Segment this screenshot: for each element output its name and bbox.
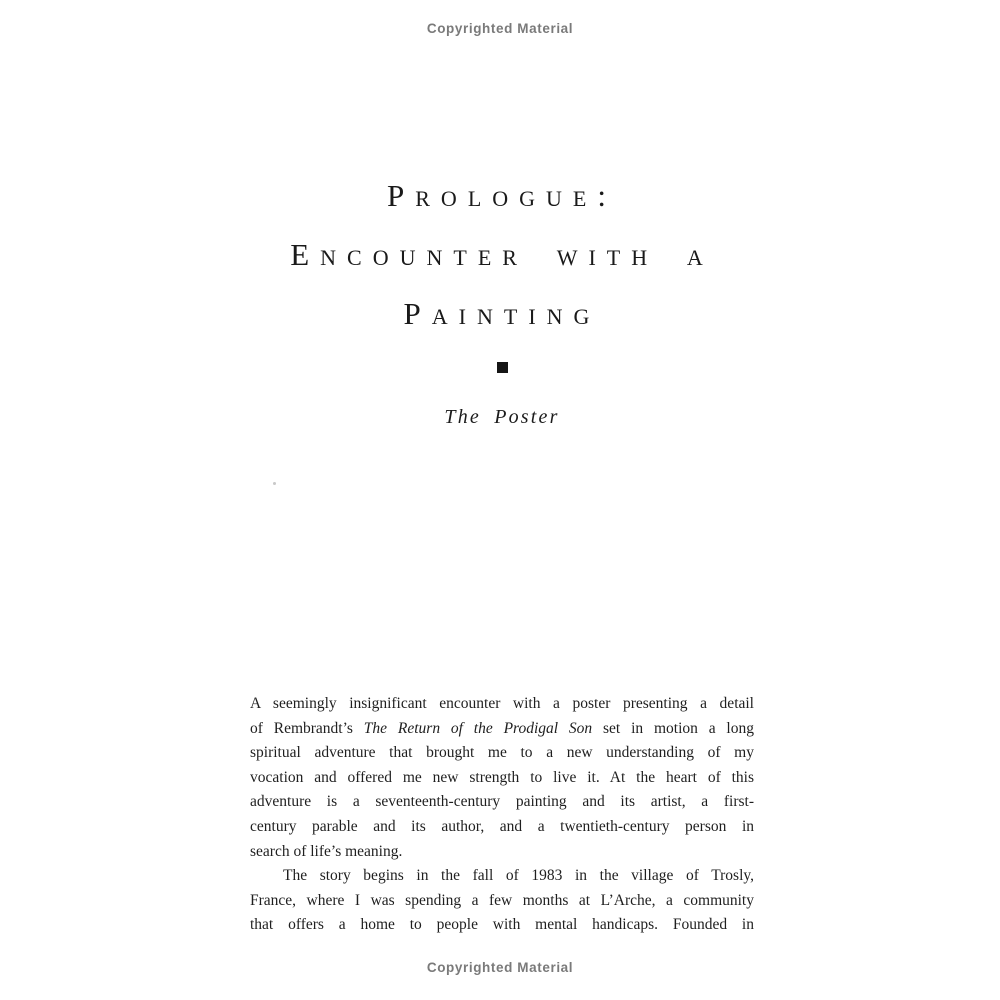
body-line: search of life’s meaning. xyxy=(250,842,403,860)
print-speck xyxy=(273,482,276,485)
chapter-title-line-3: Painting xyxy=(403,296,601,331)
body-line xyxy=(250,717,754,742)
body-line: France, where I was spending a few months at L’Arche, a community xyxy=(250,891,754,909)
body-line: A seemingly insignificant encounter with a poster presenting a detail xyxy=(250,695,754,712)
body-line-segment: set in motion a long xyxy=(592,719,754,737)
body-line-segment: of Rembrandt’s xyxy=(250,719,364,737)
body-line: vocation and offered me new strength to live it. At the heart of this xyxy=(250,768,754,786)
chapter-title xyxy=(246,166,758,343)
chapter-title-line-1: Prologue: xyxy=(387,178,617,213)
chapter-title-line-2: Encounter with a xyxy=(290,237,714,272)
book-title-italic: The Return of the Prodigal Son xyxy=(363,719,593,737)
section-subtitle: The Poster xyxy=(444,406,560,428)
square-ornament-icon xyxy=(497,362,508,373)
copyright-banner-bottom: Copyrighted Material xyxy=(426,960,574,975)
body-line: spiritual adventure that brought me to a new understanding of my xyxy=(250,744,754,762)
body-line: adventure is a seventeenth-century painting and its artist, a first- xyxy=(250,793,754,811)
body-text xyxy=(250,692,754,938)
body-line: that offers a home to people with mental handicaps. Founded in xyxy=(250,916,754,934)
body-line: century parable and its author, and a twentieth-century person in xyxy=(250,817,754,835)
copyright-banner-top: Copyrighted Material xyxy=(426,21,574,36)
body-line: The story begins in the fall of 1983 in the village of Trosly, xyxy=(283,867,754,885)
